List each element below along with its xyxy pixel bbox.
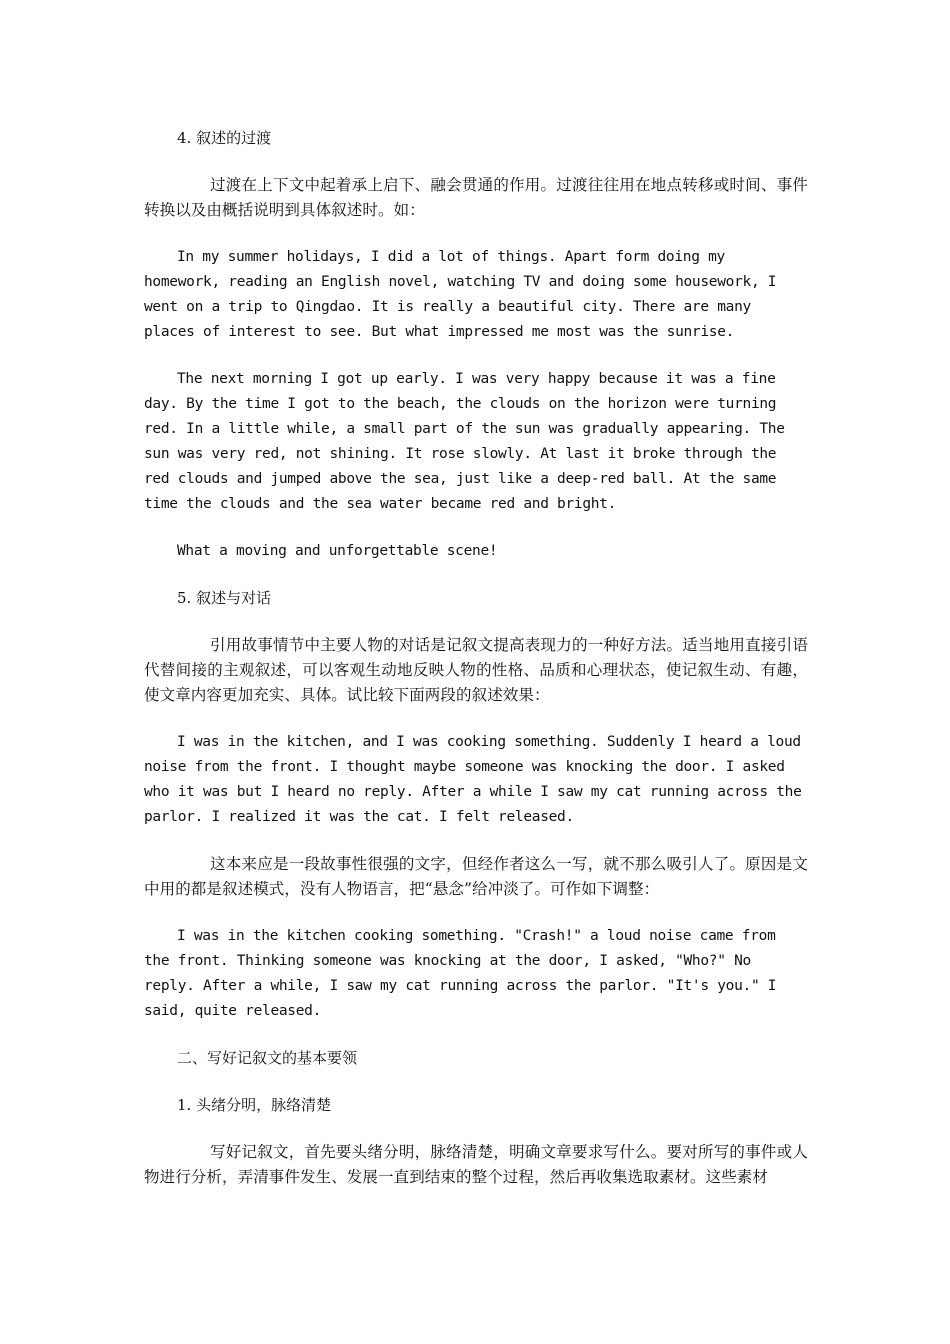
paragraph-clear-structure: 写好记叙文，首先要头绪分明，脉络清楚，明确文章要求写什么。要对所写的事件或人物进行分析，弄清事件发生、发展一直到结束的整个过程，然后再收集选取素材。这些素材 <box>144 1143 808 1186</box>
section-heading-narrative-dialogue: 5. 叙述与对话 <box>177 589 272 607</box>
section-heading-narrative-transition: 4. 叙述的过渡 <box>177 129 272 147</box>
paragraph-summer-holidays: In my summer holidays, I did a lot of things. Apart form doing my homework, reading an English novel, watching TV and doing some housework, I went on a trip to Qingdao. It is really a beautiful city. There are many places of interest to see. But what impressed me most was the sunrise. <box>144 249 785 340</box>
paragraph-next-morning: The next morning I got up early. I was very happy because it was a fine day. By the time I got to the beach, the clouds on the horizon were turning red. In a little while, a small part of the sun was gradually appearing. The sun was very red, not shining. It rose slowly. At last it broke through the red clouds and jumped above the sea, just like a deep-red ball. At the same time the clouds and the sea water became red and bright. <box>144 371 794 512</box>
paragraph-moving-scene: What a moving and unforgettable scene! <box>177 543 498 559</box>
paragraph-dialogue-explanation: 引用故事情节中主要人物的对话是记叙文提高表现力的一种好方法。适当地用直接引语代替间接的主观叙述，可以客观生动地反映人物的性格、品质和心理状态，使记叙生动、有趣，使文章内容更加充实、具体。试比较下面两段的叙述效果： <box>144 636 808 704</box>
paragraph-transition-explanation: 过渡在上下文中起着承上启下、融会贯通的作用。过渡往往用在地点转移或时间、事件转换以及由概括说明到具体叙述时。如： <box>144 176 808 219</box>
document-body <box>144 126 808 1190</box>
paragraph-analysis: 这本来应是一段故事性很强的文字，但经作者这么一写，就不那么吸引人了。原因是文中用的都是叙述模式，没有人物语言，把“悬念”给冲淡了。可作如下调整： <box>144 855 808 898</box>
paragraph-kitchen-dialogue: I was in the kitchen cooking something. "Crash!" a loud noise came from the front. Thinking someone was knocking at the door, I asked, "Who?" No reply. After a while, I saw my cat running across the parlor. "It's you." I said, quite released. <box>144 928 785 1019</box>
paragraph-kitchen-narrative: I was in the kitchen, and I was cooking something. Suddenly I heard a loud noise from the front. I thought maybe someone was knocking the door. I asked who it was but I heard no reply. After a while I saw my cat running across the parlor. I realized it was the cat. I felt released. <box>144 734 810 825</box>
section-heading-basic-essentials: 二、写好记叙文的基本要领 <box>177 1049 358 1067</box>
subsection-heading-clear-structure: 1. 头绪分明，脉络清楚 <box>177 1096 332 1114</box>
